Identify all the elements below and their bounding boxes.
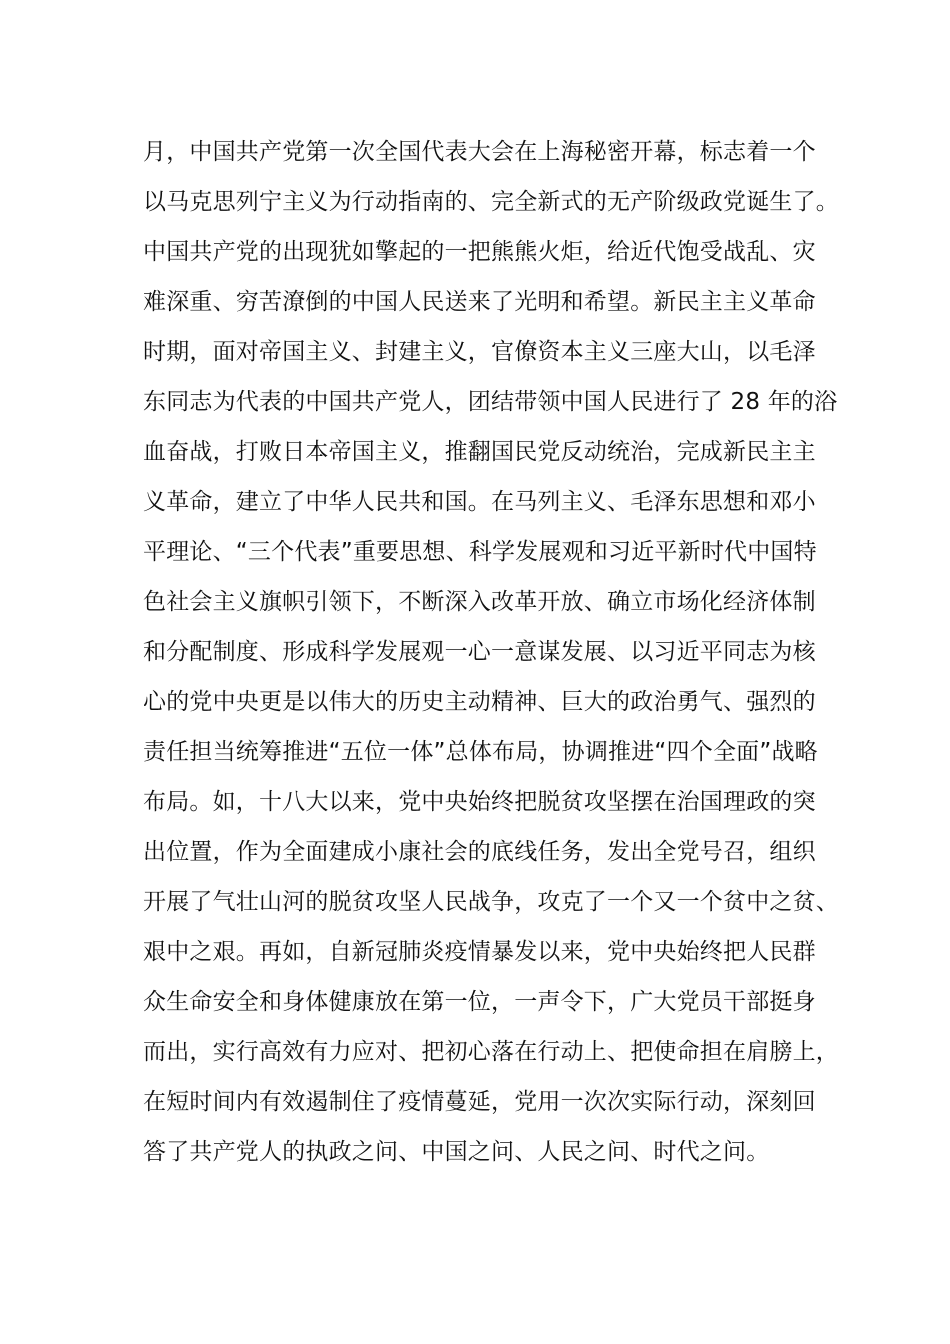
text-line: 开展了气壮山河的脱贫攻坚人民战争，攻克了一个又一个贫中之贫、: [143, 889, 839, 915]
text-line: 责任担当统筹推进“五位一体”总体布局，协调推进“四个全面”战略: [143, 739, 818, 765]
text-line: 而出，实行高效有力应对、把初心落在行动上、把使命担在肩膀上，: [143, 1039, 839, 1065]
text-line: 布局。如，十八大以来，党中央始终把脱贫攻坚摆在治国理政的突: [143, 789, 816, 815]
text-line: 平理论、“三个代表”重要思想、科学发展观和习近平新时代中国特: [143, 539, 817, 565]
text-line: 在短时间内有效遏制住了疫情蔓延，党用一次次实际行动，深刻回: [143, 1089, 816, 1115]
text-line: 和分配制度、形成科学发展观一心一意谋发展、以习近平同志为核: [143, 639, 816, 665]
text-line: 艰中之艰。再如，自新冠肺炎疫情暴发以来，党中央始终把人民群: [143, 939, 816, 965]
text-line: 难深重、穷苦潦倒的中国人民送来了光明和希望。新民主主义革命: [143, 289, 816, 315]
body-paragraph: [143, 127, 843, 1177]
text-line: 以马克思列宁主义为行动指南的、完全新式的无产阶级政党诞生了。: [143, 189, 839, 215]
text-line: 众生命安全和身体健康放在第一位，一声令下，广大党员干部挺身: [143, 989, 816, 1015]
text-line: 答了共产党人的执政之问、中国之问、人民之问、时代之问。: [143, 1139, 770, 1165]
text-line: 出位置，作为全面建成小康社会的底线任务，发出全党号召，组织: [143, 839, 816, 865]
text-line: 色社会主义旗帜引领下，不断深入改革开放、确立市场化经济体制: [143, 589, 816, 615]
text-line: 月，中国共产党第一次全国代表大会在上海秘密开幕，标志着一个: [143, 139, 816, 165]
text-line: 血奋战，打败日本帝国主义，推翻国民党反动统治，完成新民主主: [143, 439, 816, 465]
text-line: 义革命，建立了中华人民共和国。在马列主义、毛泽东思想和邓小: [143, 489, 816, 515]
text-line: 中国共产党的出现犹如擎起的一把熊熊火炬，给近代饱受战乱、灾: [143, 239, 816, 265]
text-line: 心的党中央更是以伟大的历史主动精神、巨大的政治勇气、强烈的: [143, 689, 816, 715]
text-line: 时期，面对帝国主义、封建主义，官僚资本主义三座大山，以毛泽: [143, 339, 816, 365]
text-line: 东同志为代表的中国共产党人，团结带领中国人民进行了 28 年的浴: [143, 389, 838, 415]
